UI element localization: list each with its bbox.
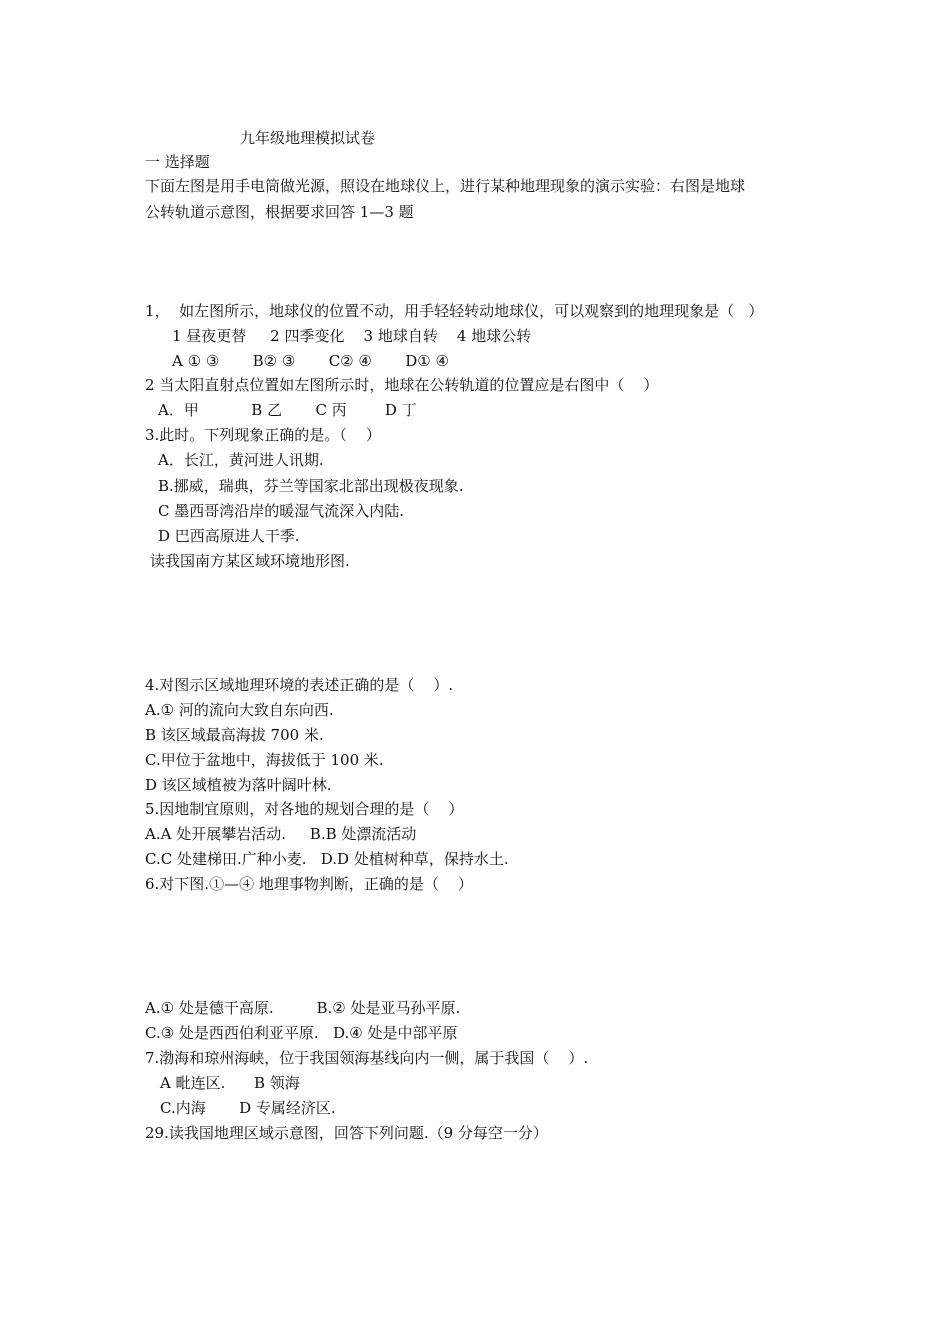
question-4-option-b: B 该区域最高海拔 700 米. (145, 726, 324, 744)
question-3-option-d: D 巴西高原进人干季. (158, 527, 300, 545)
question-4-option-d: D 该区域植被为落叶阔叶林. (145, 776, 332, 794)
intro-line-1: 下面左图是用手电筒做光源，照设在地球仪上，进行某种地理现象的演示实验：右图是地球 (145, 177, 746, 195)
question-6-stem: 6.对下图.①—④ 地理事物判断，正确的是（ ） (145, 875, 473, 893)
intro-line-2: 公转轨道示意图，根据要求回答 1—3 题 (145, 203, 414, 221)
question-3-option-a: A．长江，黄河进人讯期. (158, 451, 324, 469)
question-1-items: 1 昼夜更替 2 四季变化 3 地球自转 4 地球公转 (172, 327, 532, 345)
question-2-answers: A．甲 B 乙 C 丙 D 丁 (158, 401, 417, 419)
question-6-options-ab: A.① 处是德干高原. B.② 处是亚马孙平原. (145, 999, 461, 1017)
question-5-options-cd: C.C 处建梯田.广种小麦. D.D 处植树种草，保持水土. (145, 850, 509, 868)
question-3-option-b: B.挪威，瑞典，芬兰等国家北部出现极夜现象. (158, 477, 464, 495)
question-29-stem: 29.读我国地理区域示意图，回答下列问题.（9 分每空一分） (145, 1124, 548, 1142)
question-2-stem: 2 当太阳直射点位置如左图所示时，地球在公转轨道的位置应是右图中（ ） (145, 376, 659, 394)
question-1-stem: 1， 如左图所示，地球仪的位置不动，用手轻轻转动地球仪，可以观察到的地理现象是（ ） (145, 302, 764, 320)
question-4-stem: 4.对图示区域地理环境的表述正确的是（ ）. (145, 676, 454, 694)
question-3-stem: 3.此时。下列现象正确的是。（ ） (145, 426, 381, 444)
question-1-answers: A ① ③ B② ③ C② ④ D① ④ (172, 352, 449, 370)
question-5-stem: 5.因地制宜原则，对各地的规划合理的是（ ） (145, 800, 464, 818)
question-3-option-c: C 墨西哥湾沿岸的暖湿气流深入内陆. (158, 502, 405, 520)
map-reading-prompt: 读我国南方某区域环境地形图. (150, 552, 350, 570)
question-4-option-a: A.① 河的流向大致自东向西. (145, 701, 334, 719)
question-7-options-ab: A 毗连区. B 领海 (160, 1074, 300, 1092)
page-title: 九年级地理模拟试卷 (240, 129, 376, 147)
question-7-stem: 7.渤海和琼州海峡，位于我国领海基线向内一侧，属于我国（ ）. (145, 1049, 589, 1067)
section-heading: 一 选择题 (145, 153, 210, 171)
question-5-options-ab: A.A 处开展攀岩活动. B.B 处漂流活动 (145, 825, 417, 843)
question-6-options-cd: C.③ 处是西西伯利亚平原. D.④ 处是中部平原 (145, 1024, 458, 1042)
question-7-options-cd: C.内海 D 专属经济区. (160, 1099, 336, 1117)
question-4-option-c: C.甲位于盆地中，海拔低于 100 米. (145, 751, 384, 769)
